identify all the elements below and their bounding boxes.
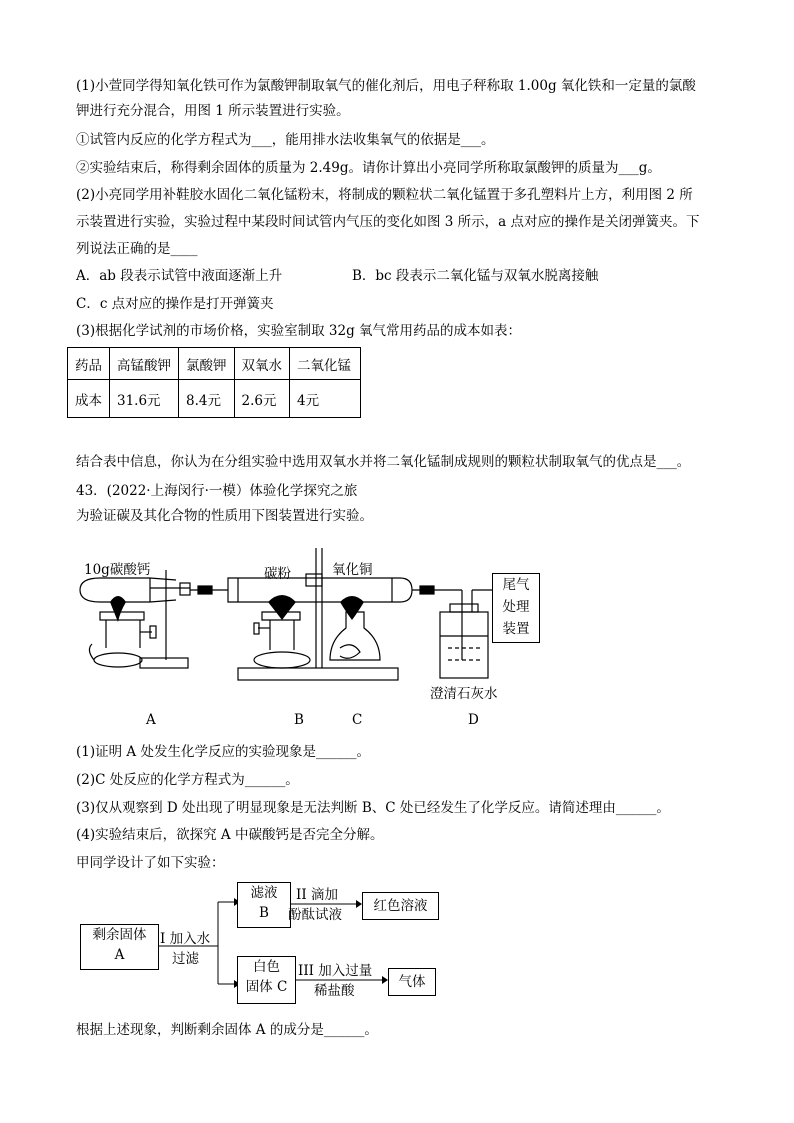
gas-box <box>388 968 436 996</box>
limewater-label: 澄清石灰水 <box>430 686 498 702</box>
question-heading: 43．(2022·上海闵行·一模）体验化学探究之旅 <box>76 483 358 499</box>
tail-label-2: 处理 <box>502 599 530 615</box>
text-line: 根据上述现象，判断剩余固体 A 的成分是______。 <box>76 1022 378 1038</box>
text-line: 结合表中信息，你认为在分组实验中选用双氧水并将二氧化锰制成规则的颗粒状制取氧气的优点是___。 <box>76 454 691 470</box>
filtrate-box <box>237 882 291 928</box>
table-cell: 8.4元 <box>179 380 235 418</box>
white-solid-box <box>237 956 296 1004</box>
tail-label-1: 尾气 <box>502 577 530 593</box>
remaining-solid-box <box>80 924 159 970</box>
filtrate-b: B <box>259 905 269 921</box>
text-line: ②实验结束后，称得剩余固体的质量为 2.49g。请你计算出小亮同学所称取氯酸钾的质量为___g。 <box>76 160 661 176</box>
label-d: D <box>468 712 479 728</box>
red-solution-label: 红色溶液 <box>373 898 428 914</box>
table-cell: 药品 <box>68 348 110 380</box>
carbon-label: 碳粉 <box>264 566 291 582</box>
text-line: (1)小萱同学得知氧化铁可作为氯酸钾制取氧气的催化剂后，用电子秤称取 1.00g 氧化铁和一定量的氯酸 <box>76 78 696 94</box>
text-line: 为验证碳及其化合物的性质用下图装置进行实验。 <box>76 508 373 524</box>
table-cell: 高锰酸钾 <box>110 348 179 380</box>
white-solid-c: 固体 C <box>245 979 288 995</box>
table-cell: 氯酸钾 <box>179 348 235 380</box>
text-line: 示装置进行实验，实验过程中某段时间试管内气压的变化如图 3 所示，a 点对应的操作是关闭弹簧夹。下 <box>76 214 700 230</box>
step-2-label: II 滴加 <box>296 887 338 903</box>
option-c: C．c 点对应的操作是打开弹簧夹 <box>76 296 274 312</box>
step-3b-label: 稀盐酸 <box>314 983 355 999</box>
text-line: 钾进行充分混合，用图 1 所示装置进行实验。 <box>76 103 350 119</box>
step-2b-label: 酚酞试液 <box>288 907 342 923</box>
step-1b-label: 过滤 <box>172 951 199 967</box>
table-cell: 双氧水 <box>234 348 290 380</box>
label-b: B <box>294 712 304 728</box>
text-line: (3)根据化学试剂的市场价格，实验室制取 32g 氧气常用药品的成本如表： <box>76 323 522 339</box>
table-cell: 成本 <box>68 380 110 418</box>
label-c: C <box>352 712 363 728</box>
text-line: 列说法正确的是____ <box>76 241 198 257</box>
table-cell: 31.6元 <box>110 380 179 418</box>
table-cell: 2.6元 <box>234 380 290 418</box>
caco3-label: 10g碳酸钙 <box>84 562 151 578</box>
red-solution-box <box>362 892 439 920</box>
remaining-solid-label: 剩余固体 <box>92 927 147 943</box>
gas-label: 气体 <box>398 974 426 990</box>
text-line: 甲同学设计了如下实验： <box>76 855 225 871</box>
remaining-solid-a: A <box>114 947 125 963</box>
text-line: (2)C 处反应的化学方程式为______。 <box>76 772 299 788</box>
text-line: (1)证明 A 处发生化学反应的实验现象是______。 <box>76 744 370 760</box>
text-line: (4)实验结束后，欲探究 A 中碳酸钙是否完全分解。 <box>76 827 384 843</box>
label-a: A <box>146 712 156 728</box>
white-solid-label: 白色 <box>253 959 280 975</box>
tail-label-3: 装置 <box>502 621 530 637</box>
text-line: (2)小亮同学用补鞋胶水固化二氧化锰粉末，将制成的颗粒状二氧化锰置于多孔塑料片上方，利用图 2 所 <box>76 187 693 203</box>
text-line: (3)仅从观察到 D 处出现了明显现象是无法判断 B、C 处已经发生了化学反应。请简述理由______。 <box>76 800 670 816</box>
step-3-label: III 加入过量 <box>298 963 373 979</box>
filtrate-label: 滤液 <box>250 885 278 901</box>
table-cell: 4元 <box>290 380 361 418</box>
text-line: ①试管内反应的化学方程式为___，能用排水法收集氧气的依据是___。 <box>76 132 495 148</box>
option-b: B．bc 段表示二氧化锰与双氧水脱离接触 <box>352 268 599 284</box>
cuo-label: 氧化铜 <box>332 562 373 578</box>
option-a: A．ab 段表示试管中液面逐渐上升 <box>76 268 283 284</box>
table-cell: 二氧化锰 <box>290 348 361 380</box>
step-1-label: I 加入水 <box>160 931 211 947</box>
